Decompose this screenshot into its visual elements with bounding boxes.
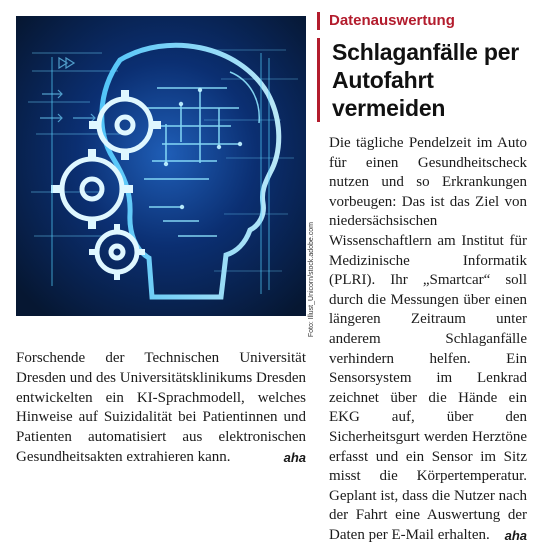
article-signature: aha [504, 527, 527, 543]
ai-head-circuit-image [16, 16, 306, 316]
right-article [317, 12, 527, 545]
left-article-text: Forschende der Technischen Universität Dresden und des Universitätsklinikums Dresden entwickelten ein KI-Sprachmodell, welches Hinweise auf Suizidalität bei Patientinnen und Patienten automatisiert aus elektronischen Gesundheitsakten extrahieren kann. [16, 350, 306, 465]
left-article-signature: aha [283, 449, 306, 465]
article-body-text: Die tägliche Pendelzeit im Auto für einen Gesundheitscheck nutzen und so Erkrankungen vorbeugen: Das ist das Ziel von niedersächsischen Wissenschaftlern am Institut für Medizinische Informatik (PLRI). Ihr „Smartcar“ soll durch die Messungen über einen längeren Zeitraum unter anderem Schlaganfälle verhindern helfen. Ein Sensorsystem im Lenkrad zeichnet über die Hände ein EKG auf, über den Sicherheitsgurt werden Herztöne erfasst und ein Sensor im Sitz misst die Körpertemperatur. Geplant ist, dass die Nutzer nach der Fahrt eine Auswertung der Daten per E-Mail erhalten. [329, 135, 527, 543]
article-rubric: Datenauswertung [317, 12, 527, 30]
article-body [317, 134, 527, 545]
photo-credit: Foto: Illust_Unicorn/stock.adobe.com [308, 222, 315, 338]
left-article [16, 16, 315, 465]
article-headline: Schlaganfälle per Autofahrt vermeiden [317, 38, 527, 122]
left-article-caption [16, 349, 306, 468]
ai-head-illustration [16, 16, 315, 338]
